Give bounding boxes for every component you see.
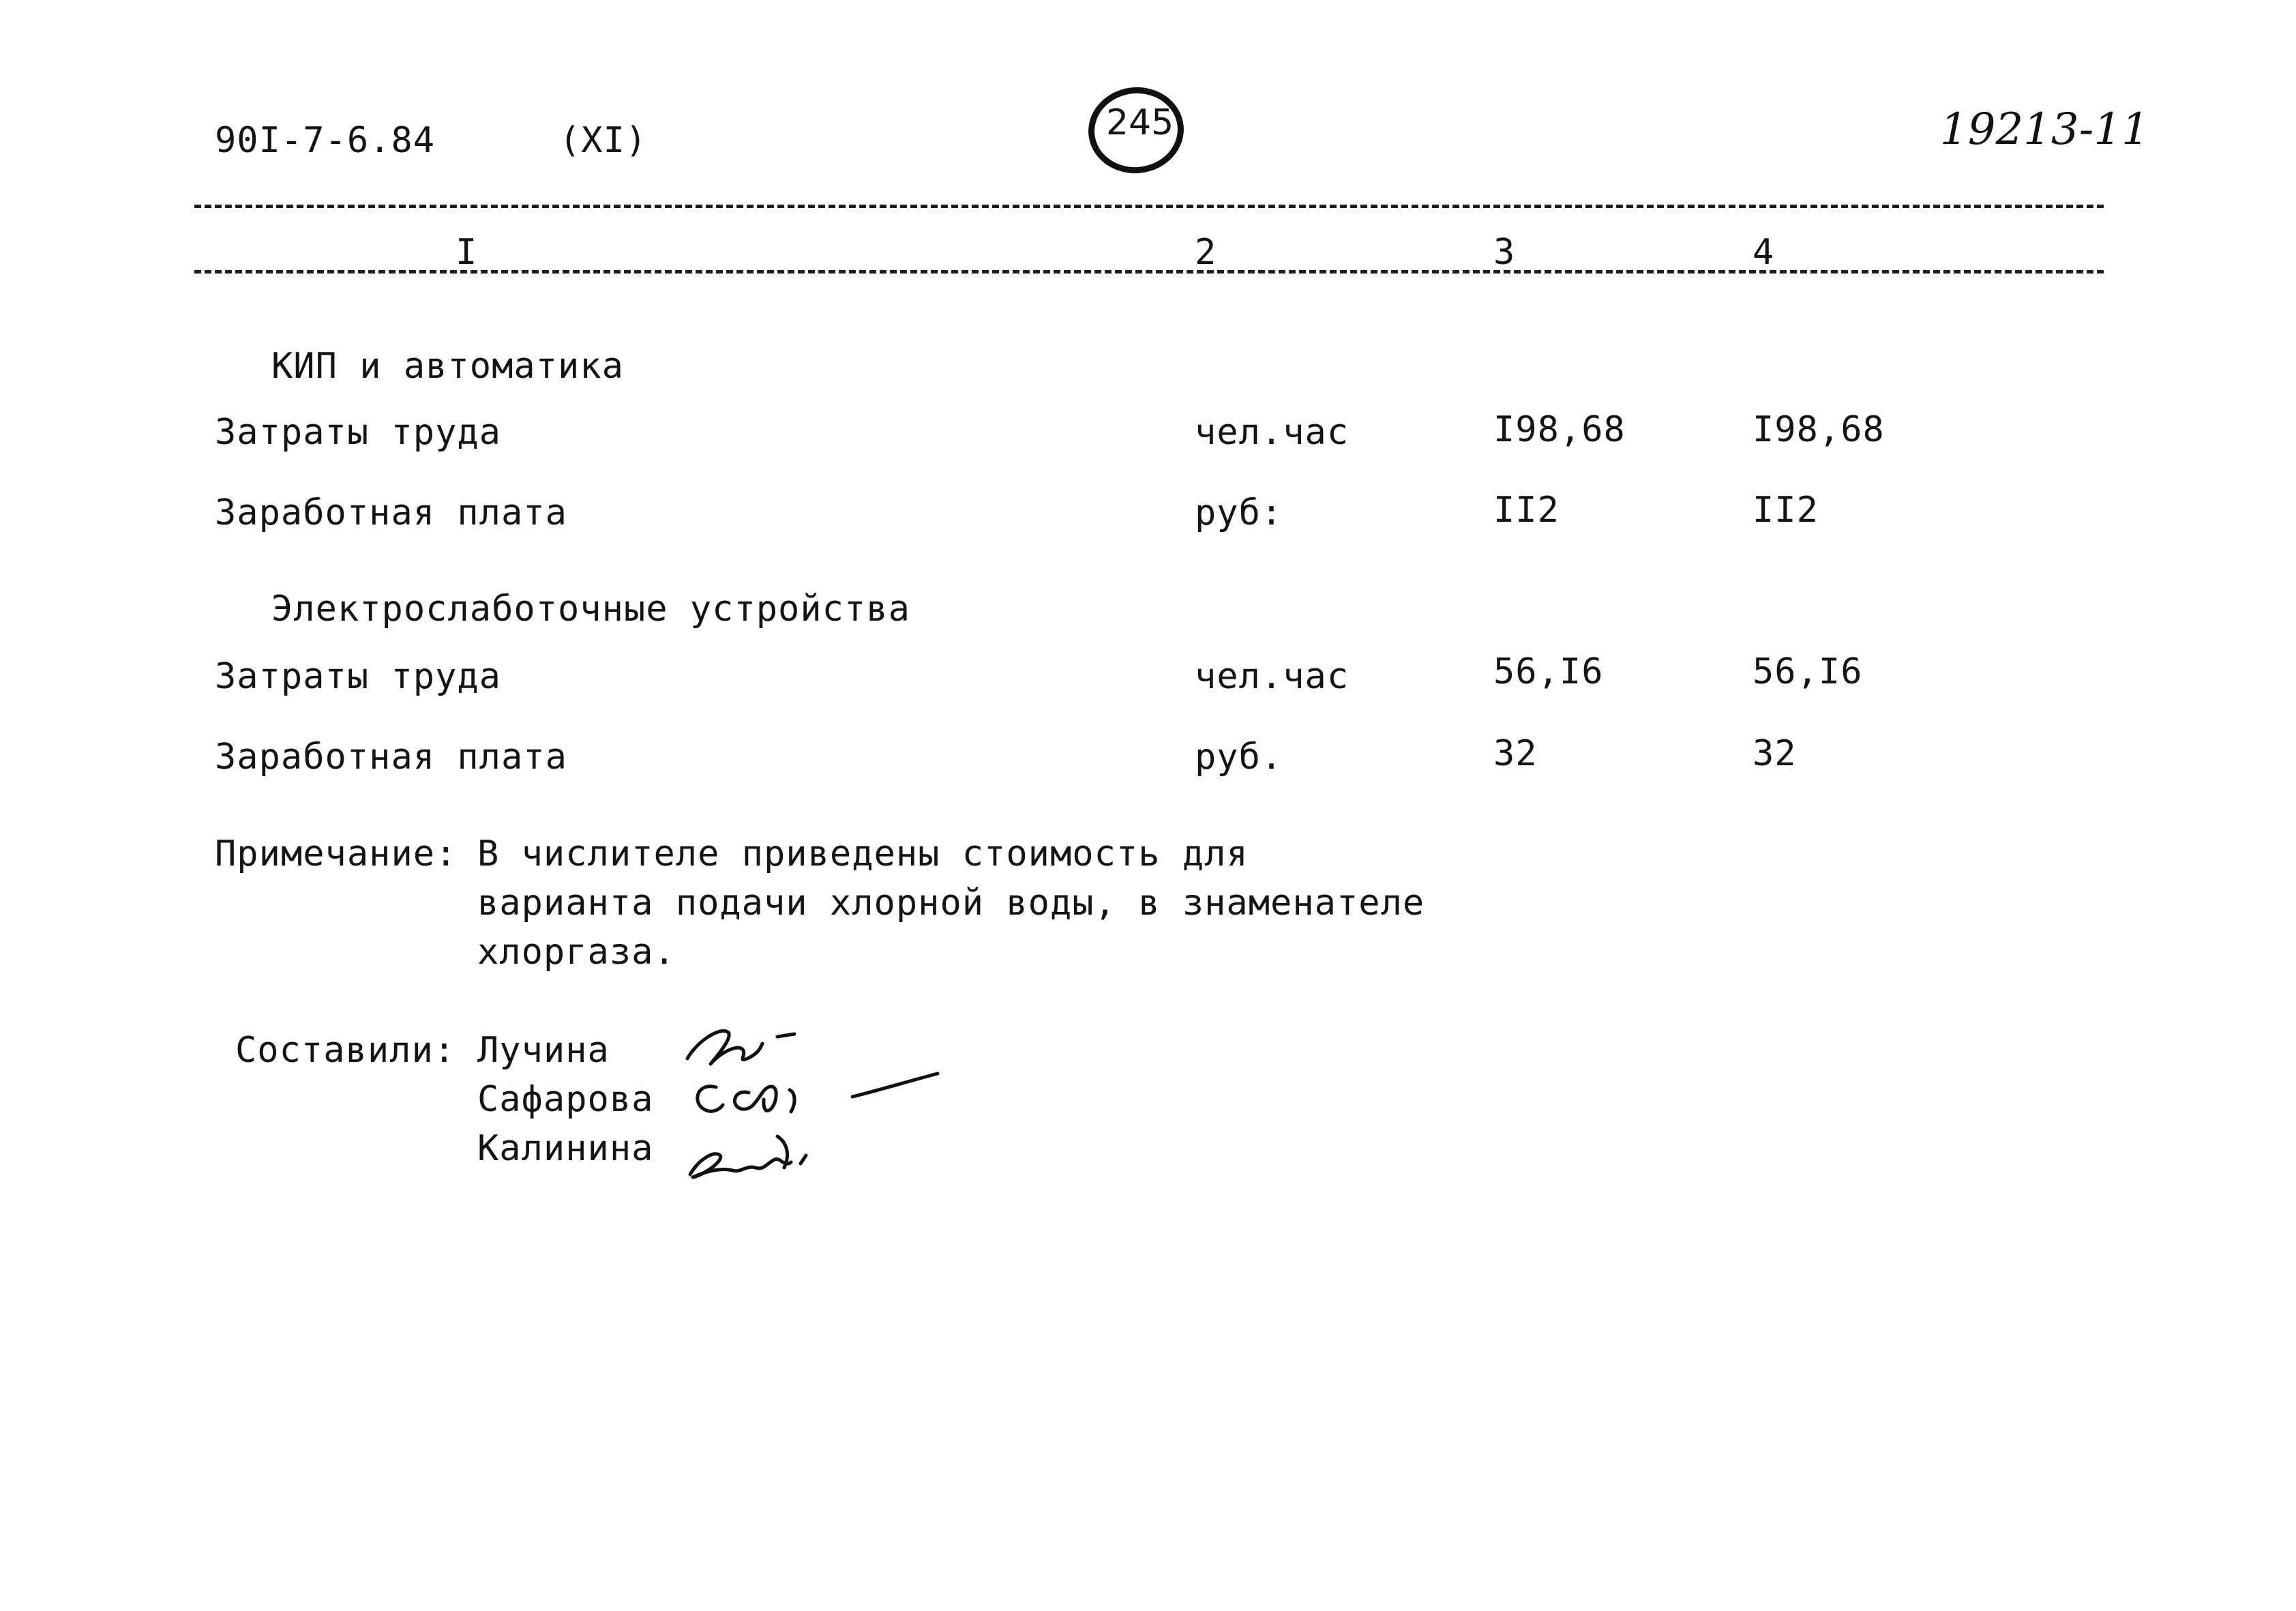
signature-stroke: [698, 1087, 723, 1112]
signature-stroke: [687, 1031, 762, 1064]
compilers-label: Составили:: [235, 1030, 456, 1071]
row-label: Затраты труда: [215, 656, 501, 697]
row-unit: руб:: [1195, 492, 1283, 533]
row-unit: руб.: [1195, 737, 1283, 778]
note-line: В числителе приведены стоимость для: [477, 833, 1249, 874]
section-title: Электрослаботочные устройства: [271, 589, 910, 630]
signature-stroke: [801, 1155, 806, 1164]
signature-stroke: [777, 1034, 794, 1037]
signatures: [675, 1016, 961, 1194]
note-label: Примечание:: [215, 833, 458, 874]
archive-number: 19213-11: [1940, 104, 2149, 155]
row-unit: чел.час: [1195, 412, 1350, 453]
row-unit: чел.час: [1195, 656, 1350, 697]
row-value-col4: 56,I6: [1753, 651, 1863, 692]
column-header-1: I: [456, 232, 478, 273]
row-value-col4: I98,68: [1753, 409, 1885, 450]
column-header-4: 4: [1753, 232, 1775, 273]
compiler-name: Сафарова: [477, 1079, 654, 1120]
signature-stroke: [690, 1154, 791, 1177]
compiler-name: Лучина: [477, 1030, 610, 1071]
document-code: 90I-7-6.84: [215, 120, 436, 161]
row-value-col3: 32: [1493, 733, 1538, 774]
row-label: Заработная плата: [215, 492, 567, 533]
table-header-rule: [194, 270, 2104, 274]
row-value-col3: II2: [1493, 490, 1560, 531]
page-number: 245: [1106, 102, 1174, 143]
column-header-3: 3: [1493, 232, 1516, 273]
section-number: (XI): [559, 120, 648, 161]
compiler-name: Калинина: [477, 1128, 654, 1169]
note-line: варианта подачи хлорной воды, в знаменателе: [477, 883, 1425, 923]
row-value-col4: 32: [1753, 733, 1797, 774]
signature-stroke: [734, 1087, 776, 1111]
signature-stroke: [852, 1074, 938, 1097]
row-value-col4: II2: [1753, 490, 1819, 531]
table-top-rule: [194, 205, 2104, 208]
row-value-col3: I98,68: [1493, 409, 1626, 450]
section-title: КИП и автоматика: [271, 346, 624, 387]
row-label: Заработная плата: [215, 737, 567, 778]
note-line: хлоргаза.: [477, 932, 676, 973]
row-value-col3: 56,I6: [1493, 651, 1604, 692]
row-label: Затраты труда: [215, 412, 501, 453]
signature-stroke: [790, 1090, 794, 1112]
column-header-2: 2: [1195, 232, 1217, 273]
